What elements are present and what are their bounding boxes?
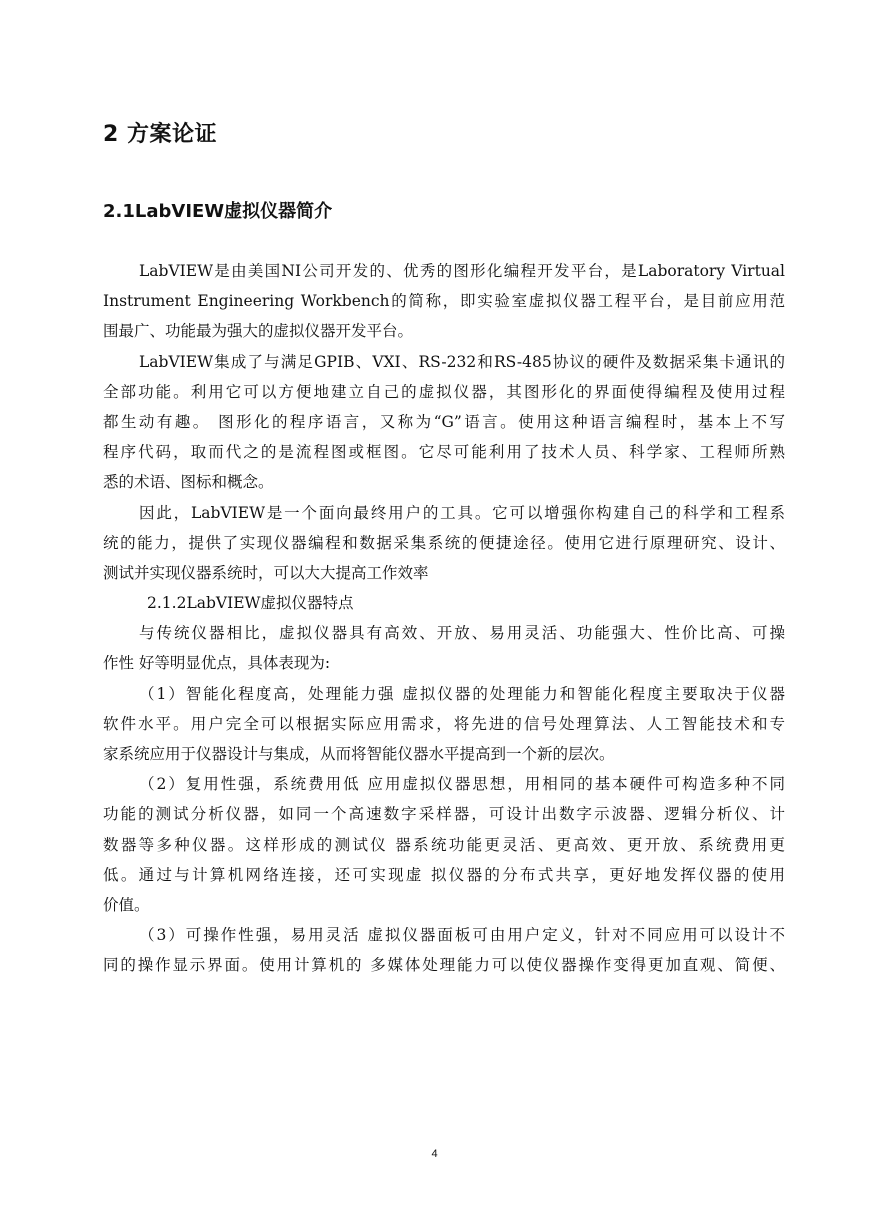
text-line: LabVIEW是由美国NI公司开发的、优秀的图形化编程开发平台，是Laboratory Virtual: [139, 262, 785, 280]
text-line: 全部功能。利用它可以方便地建立自己的虚拟仪器，其图形化的界面使得编程及使用过程: [103, 382, 785, 401]
text-line: 程序代码，取而代之的是流程图或框图。它尽可能利用了技术人员、科学家、工程师所熟: [103, 443, 785, 462]
text-line: （2）复用性强，系统费用低 应用虚拟仪器思想，用相同的基本硬件可构造多种不同: [139, 775, 785, 794]
text-line: 作性 好等明显优点，具体表现为:: [103, 654, 331, 673]
text-line: Instrument Engineering Workbench的简称，即实验室虚拟仪器工程平台，是目前应用范: [103, 292, 785, 311]
text-line: 功能的测试分析仪器，如同一个高速数字采样器，可设计出数字示波器、逻辑分析仪、计: [103, 805, 785, 824]
text-line: 都生动有趣。 图形化的程序语言，又称为“G”语言。使用这种语言编程时，基本上不写: [103, 412, 785, 431]
text-line: 悉的术语、图标和概念。: [103, 473, 274, 492]
text-line: （1）智能化程度高，处理能力强 虚拟仪器的处理能力和智能化程度主要取决于仪器: [139, 684, 785, 703]
text-line: 低。通过与计算机网络连接，还可实现虚 拟仪器的分布式共享，更好地发挥仪器的使用: [103, 865, 785, 884]
text-line: 与传统仪器相比，虚拟仪器具有高效、开放、易用灵活、功能强大、性价比高、可操: [139, 624, 785, 643]
text-line: 家系统应用于仪器设计与集成，从而将智能仪器水平提高到一个新的层次。: [103, 745, 615, 763]
text-line: 软件水平。用户完全可以根据实际应用需求，将先进的信号处理算法、人工智能技术和专: [103, 714, 785, 733]
page-number: 4: [431, 1148, 438, 1160]
text-line: 价值。: [103, 895, 150, 914]
text-line: 围最广、功能最为强大的虚拟仪器开发平台。: [103, 322, 414, 341]
subsection-heading: 2.1.2LabVIEW虚拟仪器特点: [147, 594, 354, 613]
section-heading: 2.1LabVIEW虚拟仪器简介: [103, 201, 333, 222]
text-line: 同的操作显示界面。使用计算机的 多媒体处理能力可以使仪器操作变得更加直观、简便、: [103, 956, 785, 975]
text-line: 数器等多种仪器。这样形成的测试仪 器系统功能更灵活、更高效、更开放、系统费用更: [103, 835, 785, 854]
body-text: [103, 256, 785, 981]
text-line: （3）可操作性强，易用灵活 虚拟仪器面板可由用户定义，针对不同应用可以设计不: [139, 926, 785, 945]
text-line: 统的能力，提供了实现仪器编程和数据采集系统的便捷途径。使用它进行原理研究、设计、: [103, 533, 785, 552]
chapter-heading: 2 方案论证: [103, 122, 217, 147]
text-line: 因此，LabVIEW是一个面向最终用户的工具。它可以增强你构建自己的科学和工程系: [139, 503, 785, 522]
text-line: 测试并实现仪器系统时，可以大大提高工作效率: [103, 563, 429, 582]
text-line: LabVIEW集成了与满足GPIB、VXI、RS-232和RS-485协议的硬件及数据采集卡通讯的: [139, 352, 785, 371]
